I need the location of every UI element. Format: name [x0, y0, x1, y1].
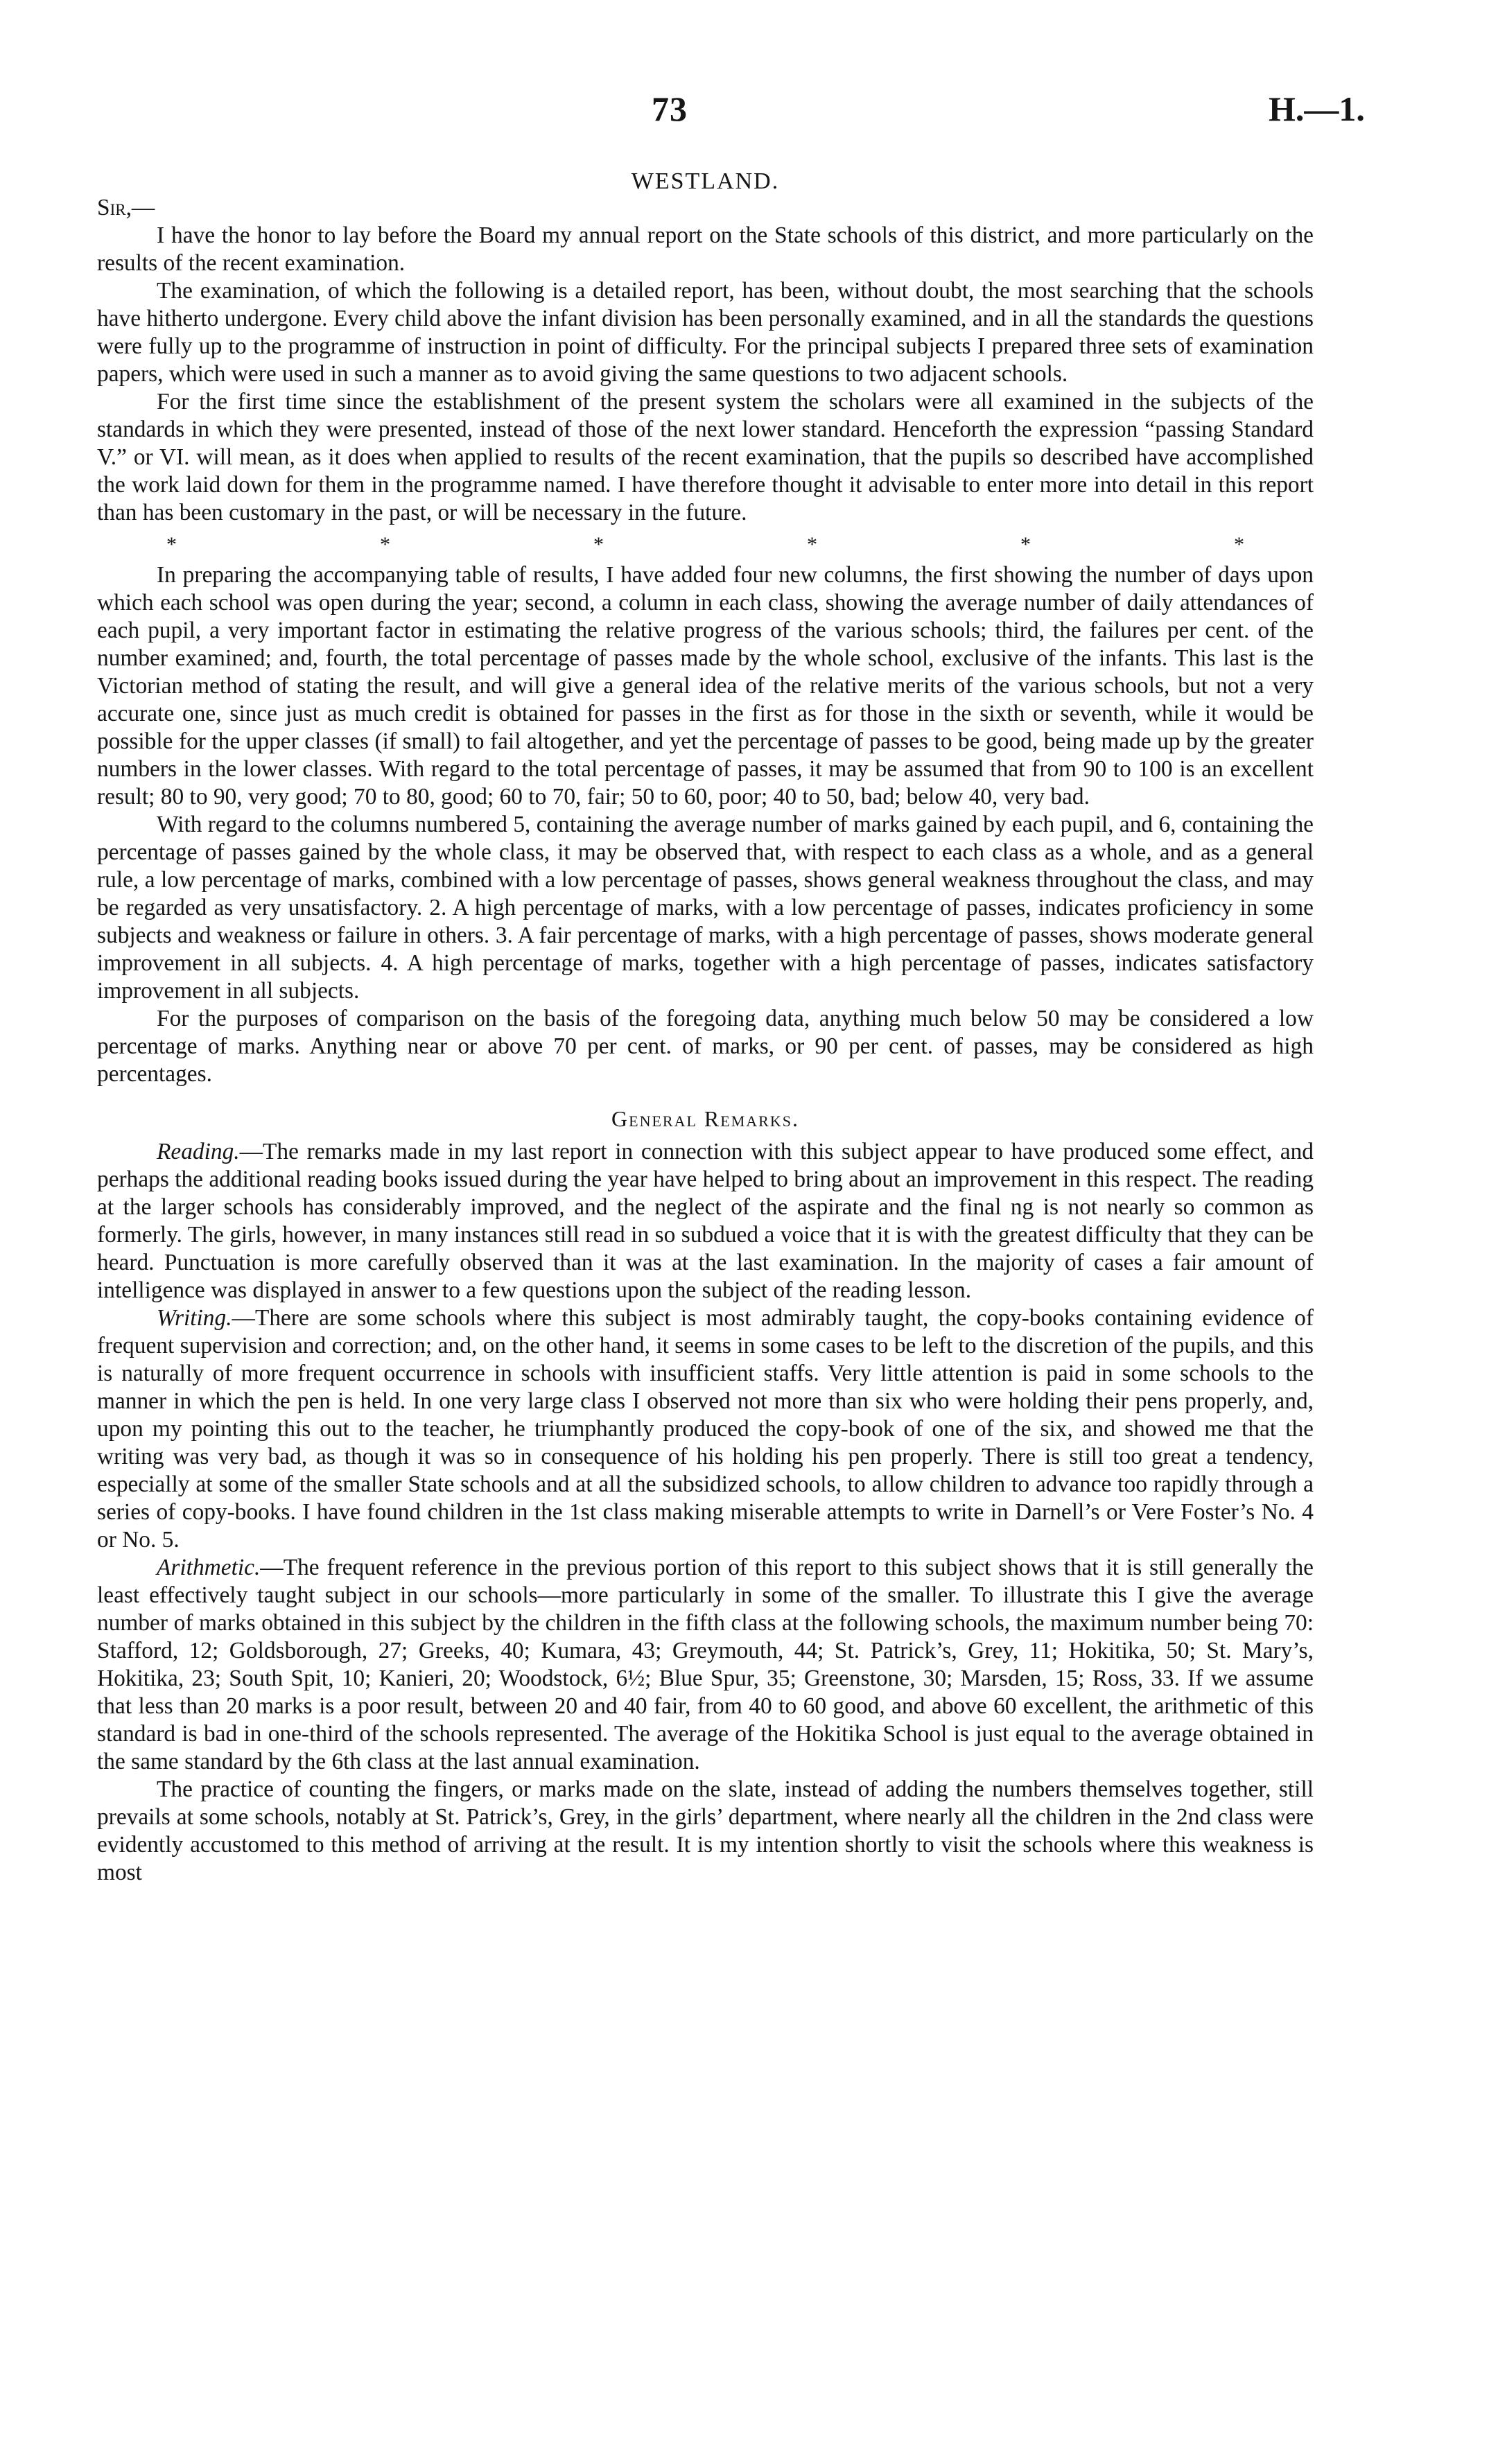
paragraph-intro: I have the honor to lay before the Board my annual report on the State schools of this district, and more particularly on the results of the recent examination. [97, 222, 1314, 276]
arithmetic-lead: Arithmetic. [157, 1555, 261, 1580]
report-reference: H.—1. [1269, 89, 1365, 128]
arithmetic-text: —The frequent reference in the previous portion of this report to this subject shows that it is still generally the least effectively taught subject in our schools—more particularly in some of the smaller. To illustrate this I give the average number of marks obtained in this subject by the children in the fifth class at the following schools, the maximum number being 70: Stafford, 12; Goldsborough, 27; Greeks, 40; Kumara, 43; Greymouth, 44; St. Patrick’s, Grey, 11; Hokitika, 50; St. Mary’s, Hokitika, 23; South Spit, 10; Kanieri, 20; Woodstock, 6½; Blue Spur, 35; Greenstone, 30; Marsden, 15; Ross, 33. If we assume that less than 20 marks is a poor result, between 20 and 40 fair, from 40 to 60 good, and above 60 excellent, the arithmetic of this standard is bad in one-third of the schools represented. The average of the Hokitika School is just equal to the average obtained in the same standard by the 6th class at the last annual examination. [97, 1555, 1314, 1774]
reading-text: —The remarks made in my last report in connection with this subject appear to have produced some effect, and perhaps the additional reading books issued during the year have helped to bring about an improvement in this respect. The reading at the larger schools has considerably improved, and the neglect of the aspirate and the final ng is not nearly so common as formerly. The girls, however, in many instances still read in so subdued a voice that it is with the greatest difficulty that they can be heard. Punctuation is more carefully observed than it was at the last examination. In the majority of cases a fair amount of intelligence was displayed in answer to a few questions upon the subject of the reading lesson. [97, 1139, 1314, 1303]
star: * [593, 533, 604, 556]
reading-lead: Reading. [157, 1139, 240, 1164]
paragraph-writing [97, 1304, 1314, 1554]
writing-text: —There are some schools where this subject is most admirably taught, the copy-books containing evidence of frequent supervision and correction; and, on the other hand, it seems in some cases to be left to the discretion of the pupils, and this is naturally of more frequent occurrence in schools with insufficient staffs. Very little attention is paid in some schools to the manner in which the pen is held. In one very large class I observed not more than six who were holding their pens properly, and, upon my pointing this out to the teacher, he triumphantly produced the copy-book of one of the six, and showed me that the writing was very bad, as though it was so in consequence of his holding his pen properly. There is still too great a tendency, especially at some of the smaller State schools and at all the subsidized schools, to allow children to advance too rapidly through a series of copy-books. I have found children in the 1st class making miserable attempts to write in Darnell’s or Vere Foster’s No. 4 or No. 5. [97, 1305, 1314, 1553]
page-number: 73 [652, 89, 688, 128]
star: * [1234, 533, 1244, 556]
star: * [1020, 533, 1031, 556]
star: * [807, 533, 817, 556]
star: * [166, 533, 177, 556]
paragraph-marks-passes: With regard to the columns numbered 5, containing the average number of marks gained by each pupil, and 6, containing the percentage of passes gained by the whole class, it may be observed that, with respect to each class as a whole, and as a general rule, a low percentage of marks, combined with a low percentage of passes, shows general weakness throughout the class, and may be regarded as very unsatisfactory. 2. A high percentage of marks, with a low percentage of passes, indicates proficiency in some subjects and weakness or failure in others. 3. A fair percentage of marks, with a high percentage of passes, shows moderate general improvement in all subjects. 4. A high percentage of marks, together with a high percentage of passes, indicates satisfactory improvement in all subjects. [97, 812, 1314, 1004]
page-header [0, 89, 1498, 137]
report-title: WESTLAND. [631, 168, 780, 194]
report-body [97, 168, 1314, 1887]
writing-lead: Writing. [157, 1305, 232, 1331]
section-divider-stars [97, 527, 1314, 561]
star: * [380, 533, 390, 556]
paragraph-examination: The examination, of which the following is a detailed report, has been, without doubt, the most searching that the schools have hitherto undergone. Every child above the infant division has been personally examined, and in all the standards the questions were fully up to the programme of instruction in point of difficulty. For the principal subjects I prepared three sets of examination papers, which were used in such a manner as to avoid giving the same questions to two adjacent schools. [97, 278, 1314, 387]
paragraph-arithmetic [97, 1554, 1314, 1776]
general-remarks-heading: General Remarks. [611, 1106, 799, 1131]
paragraph-counting-fingers: The practice of counting the fingers, or marks made on the slate, instead of adding the numbers themselves together, still prevails at some schools, notably at St. Patrick’s, Grey, in the girls’ department, where nearly all the children in the 2nd class were evidently accustomed to this method of arriving at the result. It is my intention shortly to visit the schools where this weakness is most [97, 1776, 1314, 1885]
paragraph-comparison: For the purposes of comparison on the basis of the foregoing data, anything much below 50 may be considered a low percentage of marks. Anything near or above 70 per cent. of marks, or 90 per cent. of passes, may be considered as high percentages. [97, 1006, 1314, 1087]
paragraph-standards: For the first time since the establishment of the present system the scholars were all examined in the subjects of the standards in which they were presented, instead of those of the next lower standard. Henceforth the expression “passing Standard V.” or VI. will mean, as it does when applied to results of the recent examination, that the pupils so described have accomplished the work laid down for them in the programme named. I have therefore thought it advisable to enter more into detail in this report than has been customary in the past, or will be necessary in the future. [97, 389, 1314, 525]
paragraph-table-columns: In preparing the accompanying table of results, I have added four new columns, the first showing the number of days upon which each school was open during the year; second, a column in each class, showing the average number of daily attendances of each pupil, a very important factor in estimating the relative progress of the various schools; third, the failures per cent. of the number examined; and, fourth, the total percentage of passes made by the whole school, exclusive of the infants. This last is the Victorian method of stating the result, and will give a general idea of the relative merits of the various schools, but not a very accurate one, since just as much credit is obtained for passes in the first as for those in the sixth or seventh, while it would be possible for the upper classes (if small) to fail altogether, and yet the percentage of passes to be good, being made up by the greater numbers in the lower classes. With regard to the total percentage of passes, it may be assumed that from 90 to 100 is an excellent result; 80 to 90, very good; 70 to 80, good; 60 to 70, fair; 50 to 60, poor; 40 to 50, bad; below 40, very bad. [97, 562, 1314, 810]
salutation: Sir,— [97, 195, 155, 220]
paragraph-reading [97, 1138, 1314, 1304]
